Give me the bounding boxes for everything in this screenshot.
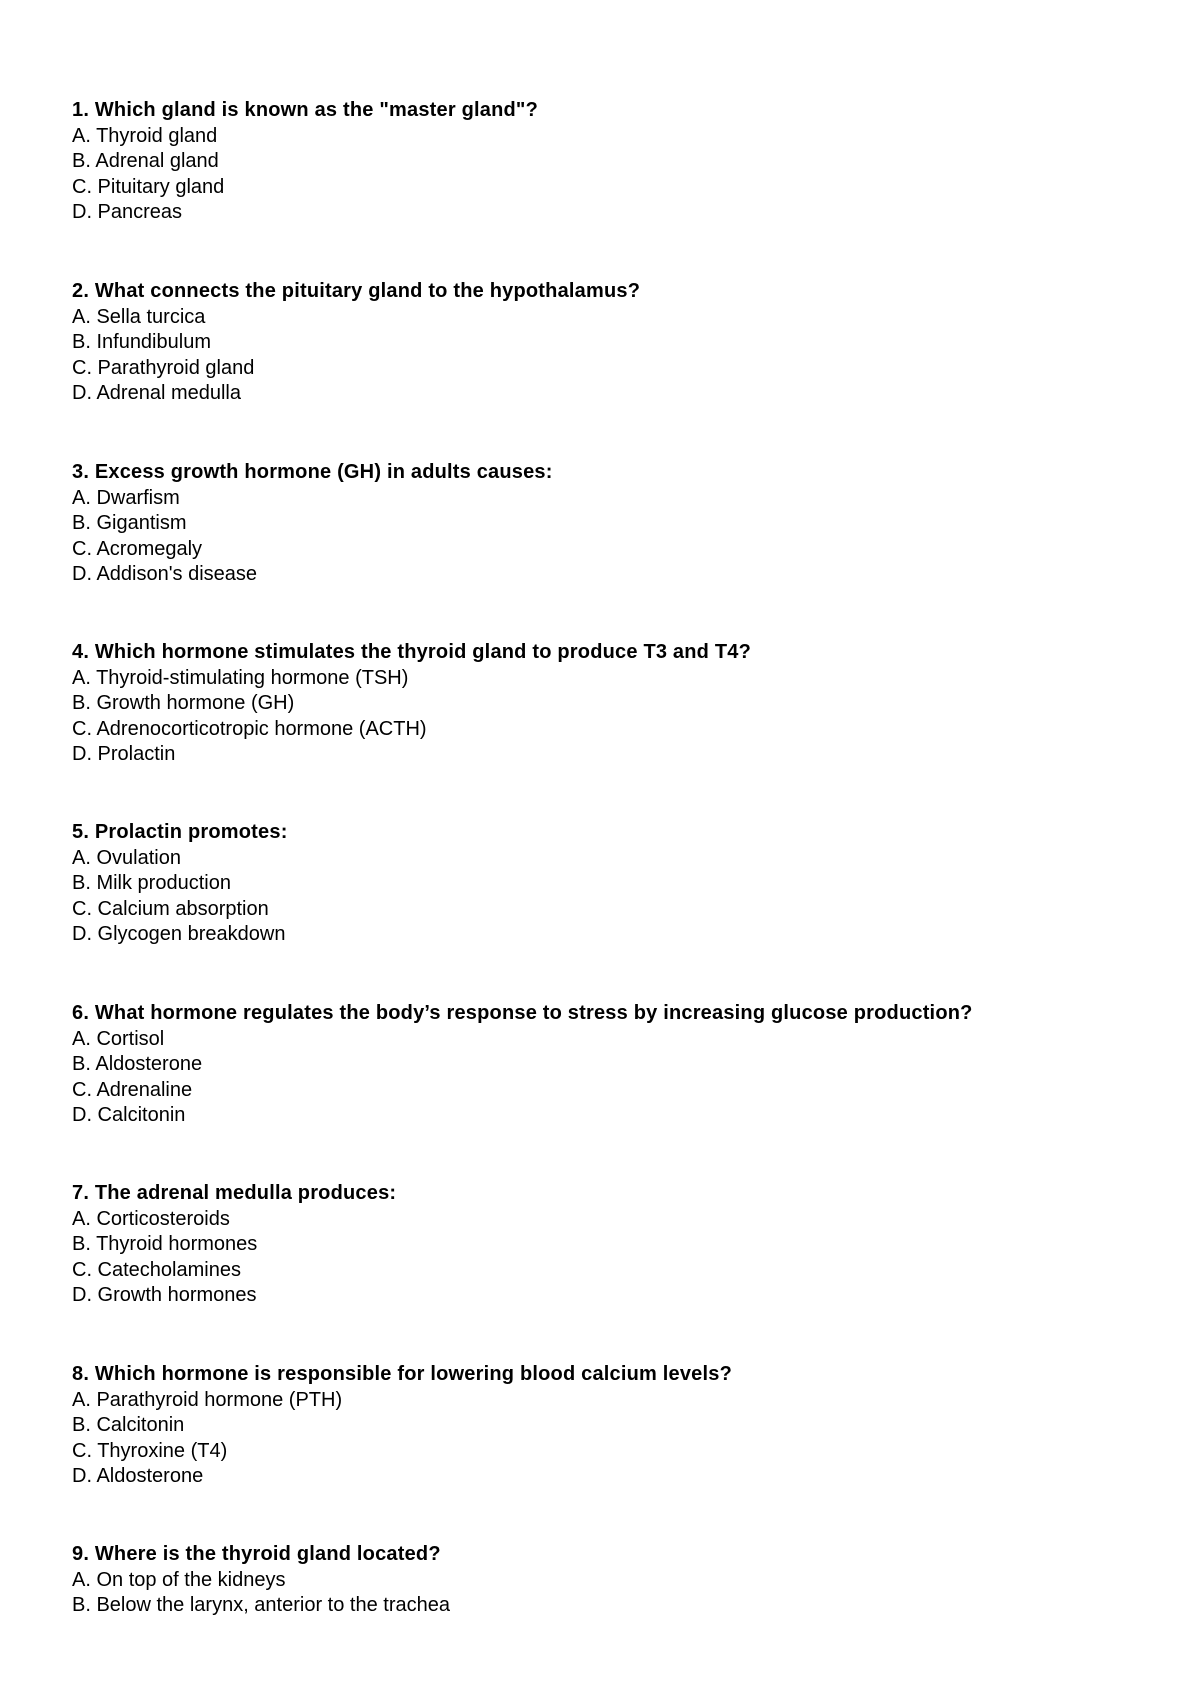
question-5 (72, 820, 1172, 948)
question-text: 6. What hormone regulates the body’s response to stress by increasing glucose production? (72, 1002, 973, 1024)
option-d: D. Growth hormones (72, 1284, 257, 1307)
question-3 (72, 460, 1172, 588)
option-b: B. Milk production (72, 872, 231, 895)
option-d: D. Prolactin (72, 743, 176, 766)
question-9 (72, 1542, 1172, 1619)
answer-options (72, 1388, 1172, 1490)
option-b: B. Aldosterone (72, 1053, 203, 1076)
answer-options (72, 124, 1172, 226)
question-1 (72, 98, 1172, 226)
option-b: B. Calcitonin (72, 1414, 185, 1437)
question-text: 2. What connects the pituitary gland to the hypothalamus? (72, 280, 641, 302)
option-b: B. Gigantism (72, 512, 187, 535)
answer-options (72, 1027, 1172, 1129)
answer-options (72, 666, 1172, 768)
answer-options (72, 486, 1172, 588)
question-text: 9. Where is the thyroid gland located? (72, 1543, 441, 1565)
option-d: D. Pancreas (72, 201, 183, 224)
question-text: 3. Excess growth hormone (GH) in adults causes: (72, 461, 553, 483)
option-a: A. Thyroid gland (72, 124, 218, 147)
question-7 (72, 1181, 1172, 1309)
question-text: 4. Which hormone stimulates the thyroid gland to produce T3 and T4? (72, 641, 752, 663)
option-c: C. Adrenaline (72, 1078, 193, 1101)
option-c: C. Calcium absorption (72, 897, 269, 920)
option-a: A. Cortisol (72, 1027, 165, 1050)
option-c: C. Catecholamines (72, 1258, 241, 1281)
option-b: B. Thyroid hormones (72, 1233, 258, 1256)
answer-options (72, 1568, 1172, 1619)
option-a: A. Thyroid-stimulating hormone (TSH) (72, 666, 409, 689)
option-c: C. Thyroxine (T4) (72, 1439, 228, 1462)
option-a: A. On top of the kidneys (72, 1568, 286, 1591)
option-b: B. Below the larynx, anterior to the trachea (72, 1594, 450, 1617)
option-b: B. Adrenal gland (72, 150, 219, 173)
option-a: A. Dwarfism (72, 486, 180, 509)
answer-options (72, 846, 1172, 948)
option-c: C. Acromegaly (72, 537, 203, 560)
question-4 (72, 640, 1172, 768)
answer-options (72, 305, 1172, 407)
question-6 (72, 1001, 1172, 1129)
option-c: C. Parathyroid gland (72, 356, 255, 379)
option-b: B. Growth hormone (GH) (72, 692, 295, 715)
answer-options (72, 1207, 1172, 1309)
option-d: D. Glycogen breakdown (72, 923, 286, 946)
option-a: A. Sella turcica (72, 305, 206, 328)
option-c: C. Adrenocorticotropic hormone (ACTH) (72, 717, 427, 740)
option-d: D. Aldosterone (72, 1465, 204, 1488)
option-d: D. Addison's disease (72, 563, 258, 586)
question-text: 1. Which gland is known as the "master gland"? (72, 99, 539, 121)
option-d: D. Calcitonin (72, 1104, 186, 1127)
option-c: C. Pituitary gland (72, 175, 225, 198)
question-text: 5. Prolactin promotes: (72, 821, 288, 843)
question-2 (72, 279, 1172, 407)
option-a: A. Corticosteroids (72, 1207, 230, 1230)
option-a: A. Parathyroid hormone (PTH) (72, 1388, 343, 1411)
option-b: B. Infundibulum (72, 331, 211, 354)
question-8 (72, 1362, 1172, 1490)
option-a: A. Ovulation (72, 846, 181, 869)
option-d: D. Adrenal medulla (72, 382, 241, 405)
question-text: 7. The adrenal medulla produces: (72, 1182, 397, 1204)
question-text: 8. Which hormone is responsible for lowering blood calcium levels? (72, 1363, 732, 1385)
